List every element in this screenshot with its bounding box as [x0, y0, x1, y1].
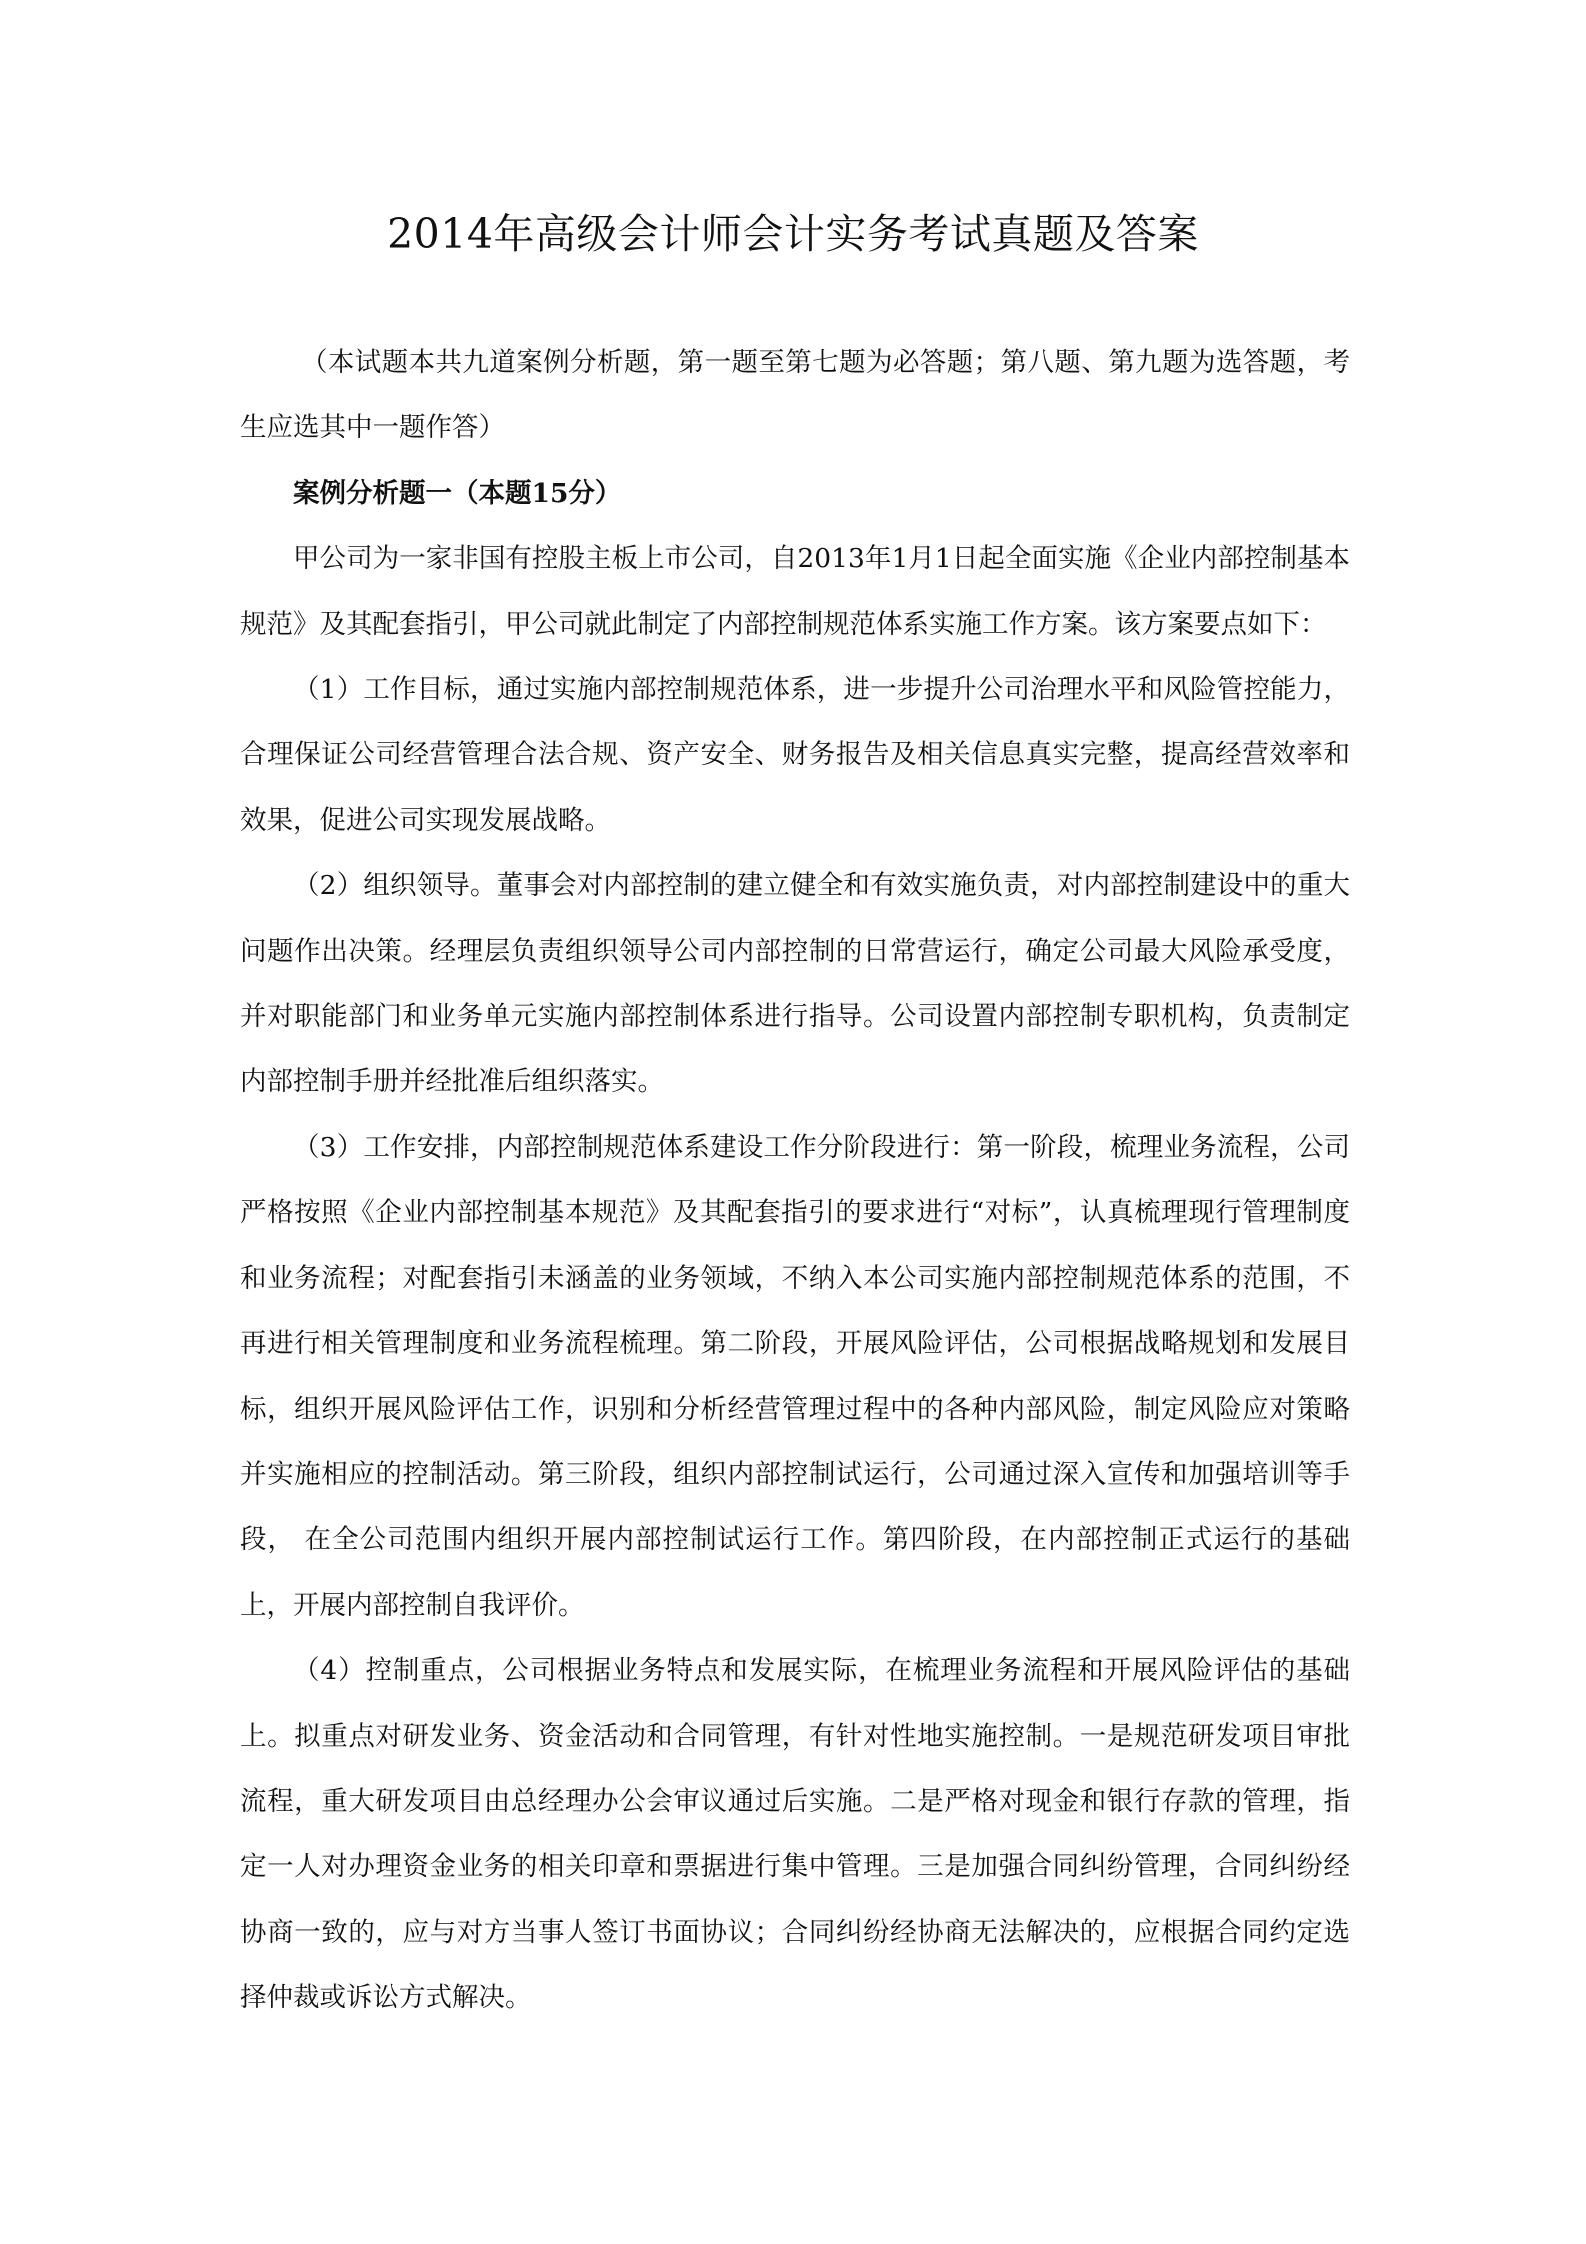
body-paragraph-1: 甲公司为一家非国有控股主板上市公司，自2013年1月1日起全面实施《企业内部控制基本规范》及其配套指引，甲公司就此制定了内部控制规范体系实施工作方案。该方案要点如下： — [240, 543, 1350, 640]
body-paragraph-4: （3）工作安排，内部控制规范体系建设工作分阶段进行：第一阶段，梳理业务流程，公司严格按照《企业内部控制基本规范》及其配套指引的要求进行“对标”，认真梳理现行管理制度和业务流程；对配套指引未涵盖的业务领域，不纳入本公司实施内部控制规范体系的范围，不再进行相关管理制度和业务流程梳理。第二阶段，开展风险评估，公司根据战略规划和发展目标，组织开展风险评估工作，识别和分析经营管理过程中的各种内部风险，制定风险应对策略并实施相应的控制活动。第三阶段，组织内部控制试运行，公司通过深入宣传和加强培训等手段， 在全公司范围内组织开展内部控制试运行工作。第四阶段，在内部控制正式运行的基础上，开展内部控制自我评价。 — [240, 1131, 1350, 1621]
body-paragraph-5: （4）控制重点，公司根据业务特点和发展实际，在梳理业务流程和开展风险评估的基础上。拟重点对研发业务、资金活动和合同管理，有针对性地实施控制。一是规范研发项目审批流程，重大研发项目由总经理办公会审议通过后实施。二是严格对现金和银行存款的管理，指定一人对办理资金业务的相关印章和票据进行集中管理。三是加强合同纠纷管理，合同纠纷经协商一致的，应与对方当事人签订书面协议；合同纠纷经协商无法解决的，应根据合同约定选择仲裁或诉讼方式解决。 — [240, 1655, 1350, 2014]
body-paragraph-2: （1）工作目标，通过实施内部控制规范体系，进一步提升公司治理水平和风险管控能力，合理保证公司经营管理合法合规、资产安全、财务报告及相关信息真实完整，提高经营效率和效果，促进公司实现发展战略。 — [240, 674, 1350, 836]
document-body — [240, 330, 1350, 2031]
body-paragraph-3: （2）组织领导。董事会对内部控制的建立健全和有效实施负责，对内部控制建设中的重大问题作出决策。经理层负责组织领导公司内部控制的日常营运行，确定公司最大风险承受度，并对职能部门和业务单元实施内部控制体系进行指导。公司设置内部控制专职机构，负责制定内部控制手册并经批准后组织落实。 — [240, 870, 1350, 1098]
document-title: 2014年高级会计师会计实务考试真题及答案 — [387, 210, 1199, 258]
case-heading: 案例分析题一（本题15分） — [293, 477, 622, 509]
intro-paragraph: （本试题本共九道案例分析题，第一题至第七题为必答题；第八题、第九题为选答题，考生应选其中一题作答） — [240, 347, 1350, 444]
